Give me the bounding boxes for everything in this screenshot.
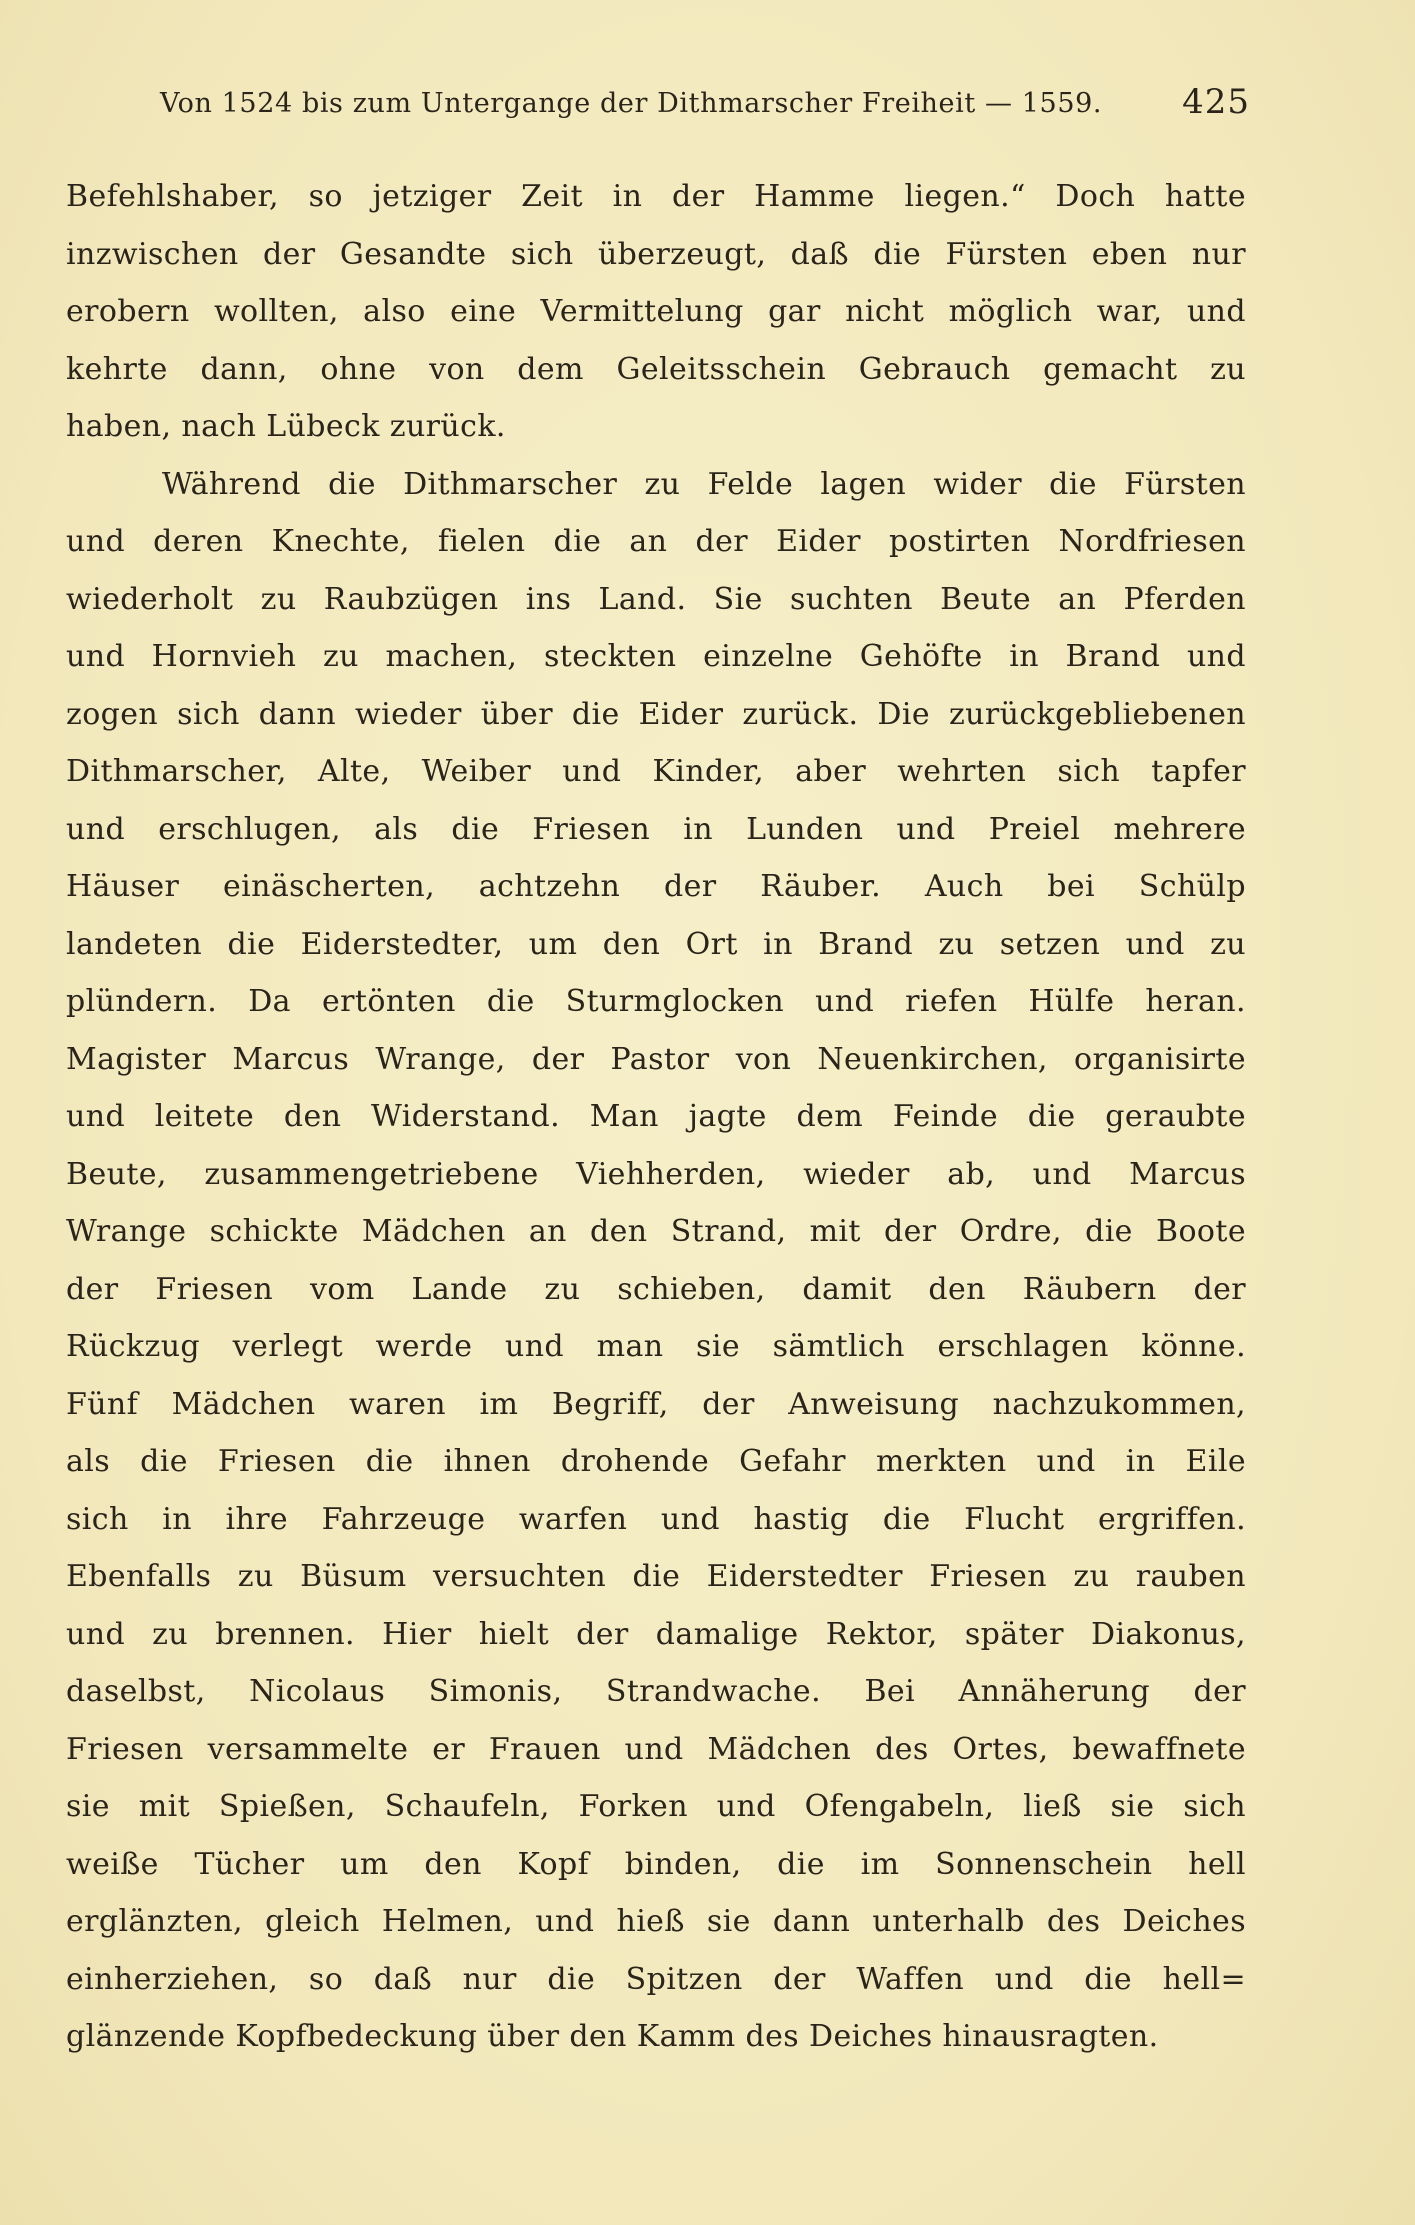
text-line: kehrte dann, ohne von dem Geleitsschein Gebrauch gemacht zu — [66, 351, 1246, 387]
text-line: erobern wollten, also eine Vermittelung gar nicht möglich war, und — [66, 294, 1246, 329]
text-line: Beute, zusammengetriebene Viehherden, wieder ab, und Marcus — [66, 1156, 1246, 1192]
text-line: daselbst, Nicolaus Simonis, Strandwache. Bei Annäherung der — [66, 1674, 1246, 1709]
text-line: haben, nach Lübeck zurück. — [66, 409, 506, 444]
text-line: wiederholt zu Raubzügen ins Land. Sie suchten Beute an Pferden — [66, 581, 1246, 617]
text-line: und zu brennen. Hier hielt der damalige Rektor, später Diakonus, — [66, 1616, 1246, 1652]
text-line: weiße Tücher um den Kopf binden, die im Sonnenschein hell — [66, 1846, 1246, 1882]
text-line: Häuser einäscherten, achtzehn der Räuber. Auch bei Schülp — [66, 869, 1246, 904]
text-line: Magister Marcus Wrange, der Pastor von Neuenkirchen, organisirte — [66, 1041, 1246, 1077]
text-line: als die Friesen die ihnen drohende Gefahr merkten und in Eile — [66, 1444, 1246, 1479]
text-line: zogen sich dann wieder über die Eider zurück. Die zurückgebliebenen — [66, 696, 1246, 732]
text-line: Fünf Mädchen waren im Begriff, der Anweisung nachzukommen, — [66, 1386, 1246, 1422]
text-line: Dithmarscher, Alte, Weiber und Kinder, aber wehrten sich tapfer — [66, 754, 1246, 789]
text-line: erglänzten, gleich Helmen, und hieß sie dann unterhalb des Deiches — [66, 1904, 1246, 1939]
text-line: und leitete den Widerstand. Man jagte dem Feinde die geraubte — [66, 1099, 1246, 1134]
text-line: Befehlshaber, so jetziger Zeit in der Hamme liegen.“ Doch hatte — [66, 179, 1246, 214]
running-head-title: Von 1524 bis zum Untergange der Dithmarscher Freiheit — 1559. — [160, 88, 1103, 119]
text-line: einherziehen, so daß nur die Spitzen der Waffen und die hell= — [66, 1961, 1246, 1997]
text-line: Wrange schickte Mädchen an den Strand, mit der Ordre, die Boote — [66, 1214, 1246, 1249]
text-line: und Hornvieh zu machen, steckten einzelne Gehöfte in Brand und — [66, 639, 1246, 674]
text-line: sich in ihre Fahrzeuge warfen und hastig die Flucht ergriffen. — [66, 1501, 1246, 1537]
text-line: plündern. Da ertönten die Sturmglocken und riefen Hülfe heran. — [66, 984, 1246, 1019]
page-number: 425 — [1182, 82, 1250, 122]
text-line: landeten die Eiderstedter, um den Ort in Brand zu setzen und zu — [66, 926, 1246, 962]
text-line: und deren Knechte, fielen die an der Eider postirten Nordfriesen — [66, 524, 1246, 559]
text-line: der Friesen vom Lande zu schieben, damit den Räubern der — [66, 1271, 1246, 1307]
text-line: Friesen versammelte er Frauen und Mädchen des Ortes, bewaffnete — [66, 1731, 1246, 1767]
text-line: glänzende Kopfbedeckung über den Kamm des Deiches hinausragten. — [66, 2019, 1159, 2054]
paragraph-start-line: Während die Dithmarscher zu Felde lagen wider die Fürsten — [162, 466, 1246, 502]
running-head — [160, 82, 1250, 132]
body-text — [66, 168, 1246, 2066]
text-line: und erschlugen, als die Friesen in Lunden und Preiel mehrere — [66, 811, 1246, 847]
text-line: Ebenfalls zu Büsum versuchten die Eiderstedter Friesen zu rauben — [66, 1559, 1246, 1594]
text-line: sie mit Spießen, Schaufeln, Forken und Ofengabeln, ließ sie sich — [66, 1789, 1246, 1824]
text-line: inzwischen der Gesandte sich überzeugt, daß die Fürsten eben nur — [66, 236, 1246, 272]
text-line: Rückzug verlegt werde und man sie sämtlich erschlagen könne. — [66, 1329, 1246, 1364]
